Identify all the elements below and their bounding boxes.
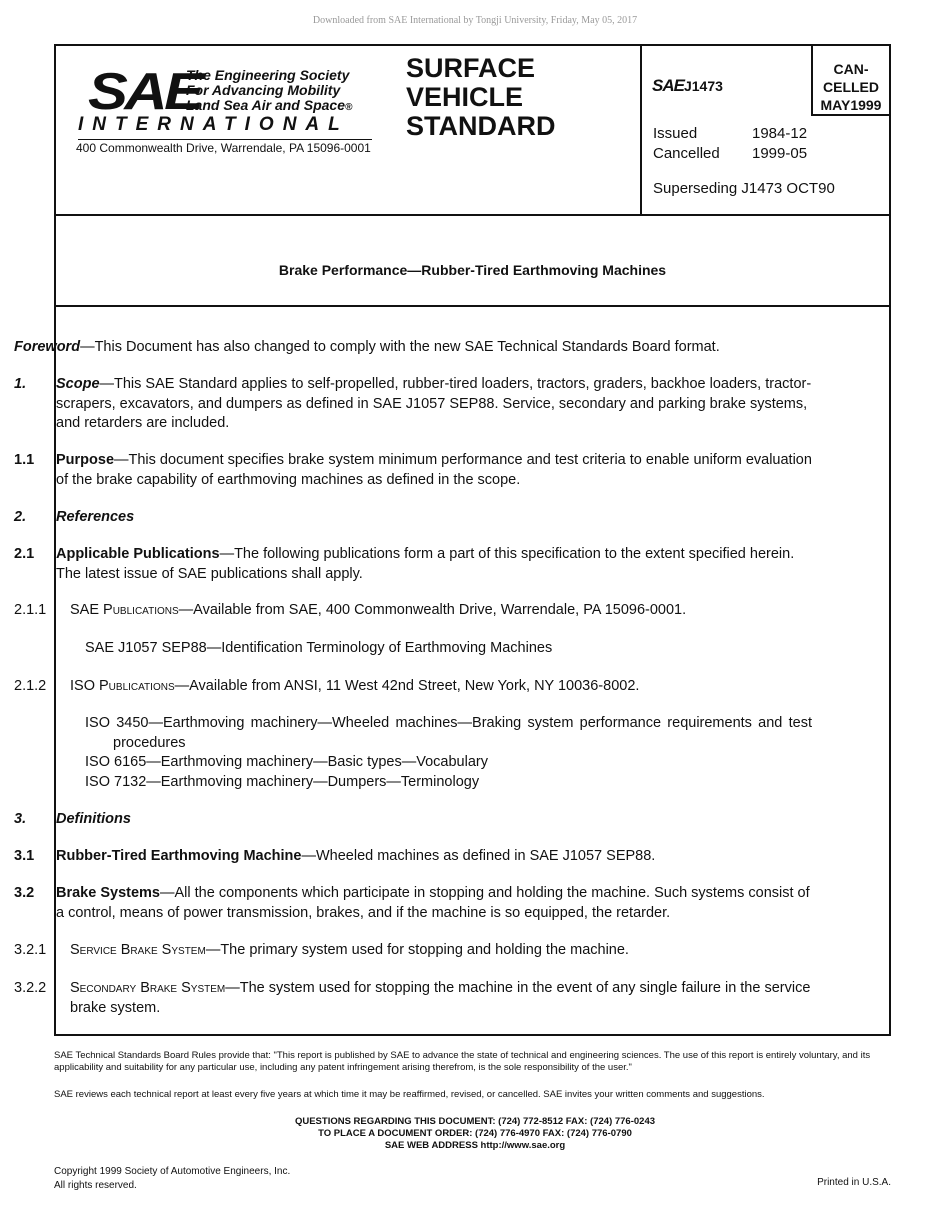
section-number: 3.	[14, 811, 27, 827]
header-divider	[640, 46, 642, 214]
section-number: 2.	[14, 509, 27, 525]
section-text: —Wheeled machines as defined in SAE J1057 SEP88.	[301, 848, 656, 864]
section-text: —The system used for stopping the machine in the event of any single failure in the service brake system.	[70, 980, 811, 1016]
section-text: —Available from ANSI, 11 West 42nd Street, New York, NY 10036-8002.	[174, 678, 640, 694]
order-line: TO PLACE A DOCUMENT ORDER: (724) 776-4970 FAX: (724) 776-0790	[318, 1128, 632, 1139]
section-heading: SAE Publications	[70, 602, 179, 618]
printed-line: Printed in U.S.A.	[817, 1177, 891, 1188]
section-heading: ISO Publications	[70, 678, 175, 694]
section-heading: Rubber-Tired Earthmoving Machine	[56, 848, 302, 864]
section-heading: Purpose	[56, 452, 115, 468]
cancel-line-3: MAY1999	[820, 97, 882, 113]
sae-logo-icon: SAE	[88, 63, 201, 121]
tagline-line-3: Land Sea Air and Space	[186, 97, 345, 113]
section-heading: Scope	[56, 376, 100, 392]
logo-tagline	[186, 68, 396, 115]
cancelled-stamp	[811, 46, 889, 116]
section-text: —Available from SAE, 400 Commonwealth Drive, Warrendale, PA 15096-0001.	[178, 602, 687, 618]
tagline-line-1: The Engineering Society	[186, 67, 350, 83]
issued-label: Issued	[653, 125, 698, 142]
document-number	[652, 76, 723, 96]
foreword-label: Foreword	[14, 339, 81, 355]
doc-number-value: J1473	[683, 78, 723, 94]
foreword-paragraph	[14, 338, 814, 358]
section-heading: References	[56, 509, 135, 525]
copyright-line: Copyright 1999 Society of Automotive Engineers, Inc.	[54, 1166, 291, 1177]
reference-text: SAE J1057 SEP88—Identification Terminology of Earthmoving Machines	[85, 640, 553, 656]
rights-line: All rights reserved.	[54, 1180, 137, 1191]
section-number: 3.2.2	[14, 980, 47, 996]
header-row	[56, 46, 889, 216]
doc-type-line-1: SURFACE	[406, 53, 536, 83]
section-number: 3.2	[14, 885, 35, 901]
iso-reference-item: ISO 3450—Earthmoving machinery—Wheeled machines—Braking system performance requirements and test procedures	[85, 715, 812, 751]
issued-value: 1984-12	[752, 125, 808, 142]
section-text: —This document specifies brake system minimum performance and test criteria to enable uniform evaluation of the brake capability of earthmoving machines as defined in the scope.	[56, 452, 812, 488]
section-number: 1.	[14, 376, 27, 392]
section-number: 2.1.1	[14, 602, 47, 618]
section-heading: Secondary Brake System	[70, 980, 226, 996]
web-address-line: SAE WEB ADDRESS http://www.sae.org	[384, 1140, 566, 1151]
iso-reference-item: ISO 6165—Earthmoving machinery—Basic types—Vocabulary	[85, 754, 488, 770]
document-type	[406, 54, 556, 141]
sae-address: 400 Commonwealth Drive, Warrendale, PA 15096-0001	[76, 141, 371, 155]
document-title: Brake Performance—Rubber-Tired Earthmoving Machines	[278, 262, 667, 278]
doc-type-line-2: VEHICLE	[406, 82, 524, 112]
section-heading: Applicable Publications	[56, 546, 220, 562]
superseding-note: Superseding J1473 OCT90	[653, 180, 835, 197]
section-heading: Brake Systems	[56, 885, 160, 901]
section-number: 1.1	[14, 452, 35, 468]
cancelled-value: 1999-05	[752, 145, 808, 162]
section-text: —The following publications form a part of this specification to the extent specified herein. The latest issue of SAE publications shall apply.	[56, 546, 795, 582]
section-number: 3.1	[14, 848, 35, 864]
section-text: —This SAE Standard applies to self-propelled, rubber-tired loaders, tractors, graders, backhoe loaders, tractor-scrapers, excavators, and dumpers as defined in SAE J1057 SEP88. Service, secondary and parking brake systems, and retarders are included.	[56, 376, 812, 431]
international-wordmark: INTERNATIONAL	[78, 114, 349, 135]
tagline-line-2: For Advancing Mobility	[186, 82, 341, 98]
iso-reference-item: ISO 7132—Earthmoving machinery—Dumpers—Terminology	[85, 773, 480, 790]
section-text: —The primary system used for stopping and holding the machine.	[205, 942, 629, 958]
logo-divider	[78, 139, 372, 140]
cancel-line-1: CAN-	[833, 61, 869, 77]
sae-mini-logo-icon: SAE	[652, 76, 684, 95]
section-number: 2.1	[14, 546, 35, 562]
registered-mark: ®	[344, 102, 353, 113]
section-heading: Definitions	[56, 811, 131, 827]
doc-type-line-3: STANDARD	[406, 111, 556, 141]
download-note: Downloaded from SAE International by Tongji University, Friday, May 05, 2017	[312, 15, 638, 26]
cancel-line-2: CELLED	[823, 79, 879, 95]
board-rules-note: SAE Technical Standards Board Rules provide that: "This report is published by SAE to advance the state of technical and engineering sciences. The use of this report is entirely voluntary, and its applicability and suitability for any particular use, including any patent infringement arising therefrom, is the sole responsibility of the user."	[54, 1050, 871, 1073]
cancelled-label: Cancelled	[653, 145, 720, 162]
review-note: SAE reviews each technical report at least every five years at which time it may be reaffirmed, revised, or cancelled. SAE invites your written comments and suggestions.	[54, 1089, 765, 1100]
section-number: 3.2.1	[14, 942, 47, 958]
section-heading: Service Brake System	[70, 942, 206, 958]
questions-line: QUESTIONS REGARDING THIS DOCUMENT: (724) 772-8512 FAX: (724) 776-0243	[294, 1116, 656, 1127]
title-row	[56, 214, 889, 307]
section-text: —All the components which participate in stopping and holding the machine. Such systems consist of a control, means of power transmission, brakes, and if the machine is so equipped, the retarder.	[56, 885, 810, 921]
section-number: 2.1.2	[14, 678, 47, 694]
foreword-text: —This Document has also changed to comply with the new SAE Technical Standards Board format.	[80, 339, 720, 355]
document-dates	[653, 124, 807, 164]
